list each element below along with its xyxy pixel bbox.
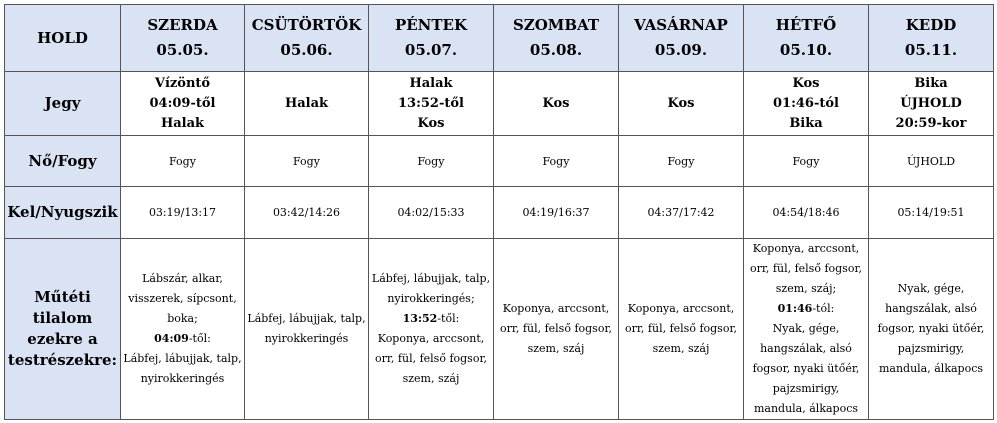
rise-set-cell: 05:14/19:51 [869,187,994,239]
phase-cell: Fogy [245,136,369,187]
day-header-thursday [245,5,369,72]
rise-set-cell: 03:19/13:17 [121,187,245,239]
surgery-line: szem, száj; [775,282,837,295]
surgery-cell-saturday [494,239,619,420]
day-date: 05.10. [779,41,833,59]
row-header-line: testrészekre: [7,351,118,369]
row-header-sign: Jegy [5,72,121,136]
sign-line: Kos [417,115,445,131]
sign-line: ÚJHOLD [900,95,962,111]
surgery-line: visszerek, sípcsont, [128,292,237,305]
row-header-line: Műtéti tilalom [32,288,93,327]
surgery-line: Lábszár, alkar, [142,272,223,285]
surgery-line: Nyak, gége, [897,282,965,295]
surgery-line: orr, fül, felső fogsor, [749,262,862,275]
surgery-line: Nyak, gége, [772,322,840,335]
day-header-saturday [494,5,619,72]
surgery-line: fogsor, nyaki ütőér, [877,322,985,335]
surgery-cell-thursday [245,239,369,420]
sign-line: 01:46-tól [773,95,839,111]
rise-set-cell: 04:02/15:33 [369,187,494,239]
surgery-line: orr, fül, felső fogsor, [624,322,737,335]
sign-cell [494,72,619,136]
surgery-line: orr, fül, felső fogsor, [374,352,487,365]
rise-set-cell: 03:42/14:26 [245,187,369,239]
surgery-line: orr, fül, felső fogsor, [499,322,612,335]
day-header-monday [744,5,869,72]
surgery-line: nyirokkeringés; [387,292,475,305]
sign-line: Bika [914,75,948,91]
surgery-cell-wednesday [121,239,245,420]
row-header-phase: Nő/Fogy [5,136,121,187]
rise-set-cell: 04:54/18:46 [744,187,869,239]
day-name: PÉNTEK [394,16,468,34]
day-name: KEDD [905,16,957,34]
surgery-line: mandula, álkapocs [753,402,859,415]
day-header-sunday [619,5,744,72]
surgery-line: szem, száj [652,342,710,355]
surgery-line: Koponya, arccsont, [627,302,735,315]
surgery-time: 01:46 [777,302,813,315]
surgery-line: nyirokkeringés [264,332,349,345]
day-header-tuesday [869,5,994,72]
surgery-time-suffix: -től: [188,332,211,345]
day-date: 05.07. [404,41,458,59]
surgery-line: Lábfej, lábujjak, talp, [371,272,491,285]
sign-line: Halak [284,95,329,111]
day-date: 05.06. [280,41,333,59]
rise-set-cell: 04:19/16:37 [494,187,619,239]
surgery-time: 13:52 [402,312,438,325]
sign-cell [369,72,494,136]
surgery-line: Koponya, arccsont, [502,302,610,315]
surgery-row [5,239,994,420]
phase-cell: Fogy [494,136,619,187]
sign-line: 20:59-kor [895,115,967,131]
row-header-line: ezekre a [27,330,98,348]
surgery-line: fogsor, nyaki ütőér, [752,362,860,375]
rise-set-cell: 04:37/17:42 [619,187,744,239]
phase-cell: ÚJHOLD [869,136,994,187]
surgery-line: mandula, álkapocs [878,362,984,375]
sign-line: Halak [409,75,453,91]
surgery-line: szem, száj [402,372,460,385]
surgery-cell-tuesday [869,239,994,420]
sign-line: Vízöntő [154,75,211,91]
sign-cell [121,72,245,136]
surgery-line: pajzsmirigy, [897,342,965,355]
surgery-time-line [746,299,866,319]
day-date: 05.09. [654,41,708,59]
surgery-time-line [371,309,491,329]
surgery-cell-monday [744,239,869,420]
surgery-time-suffix: -től: [437,312,460,325]
surgery-line: Lábfej, lábujjak, talp, [247,312,366,325]
day-header-friday [369,5,494,72]
surgery-time-line [123,329,242,349]
surgery-cell-sunday [619,239,744,420]
sign-cell [744,72,869,136]
phase-cell: Fogy [619,136,744,187]
sign-cell [245,72,369,136]
sign-line: Bika [789,115,823,131]
rise-set-row [5,187,994,239]
row-header-surgery [5,239,121,420]
phase-cell: Fogy [121,136,245,187]
sign-line: 13:52-től [398,95,464,111]
surgery-time: 04:09 [154,332,189,345]
sign-cell [619,72,744,136]
surgery-line: Koponya, arccsont, [752,242,860,255]
day-date: 05.05. [156,41,209,59]
day-name: SZOMBAT [512,16,600,34]
moon-calendar-table [4,4,994,420]
sign-line: Kos [792,75,820,91]
surgery-line: Koponya, arccsont, [377,332,485,345]
phase-cell: Fogy [369,136,494,187]
surgery-line: szem, száj [527,342,585,355]
day-date: 05.11. [904,41,958,59]
sign-line: Halak [160,115,205,131]
surgery-line: Lábfej, lábujjak, talp, [123,352,242,365]
surgery-line: boka; [167,312,198,325]
sign-line: Kos [667,95,695,111]
sign-cell [869,72,994,136]
day-header-wednesday [121,5,245,72]
phase-row [5,136,994,187]
surgery-line: hangszálak, alsó [885,302,977,315]
surgery-line: hangszálak, alsó [760,342,852,355]
surgery-cell-friday [369,239,494,420]
sign-line: 04:09-től [149,95,216,111]
surgery-line: pajzsmirigy, [772,382,840,395]
surgery-line: nyirokkeringés [140,372,225,385]
sign-row [5,72,994,136]
day-name: CSÜTÖRTÖK [251,16,362,34]
day-date: 05.08. [529,41,583,59]
sign-line: Kos [542,95,570,111]
surgery-time-suffix: -tól: [812,302,835,315]
corner-header: HOLD [5,5,121,72]
header-row [5,5,994,72]
day-name: HÉTFŐ [775,16,837,34]
phase-cell: Fogy [744,136,869,187]
day-name: SZERDA [147,16,218,34]
row-header-rise-set: Kel/Nyugszik [5,187,121,239]
day-name: VASÁRNAP [634,16,728,34]
